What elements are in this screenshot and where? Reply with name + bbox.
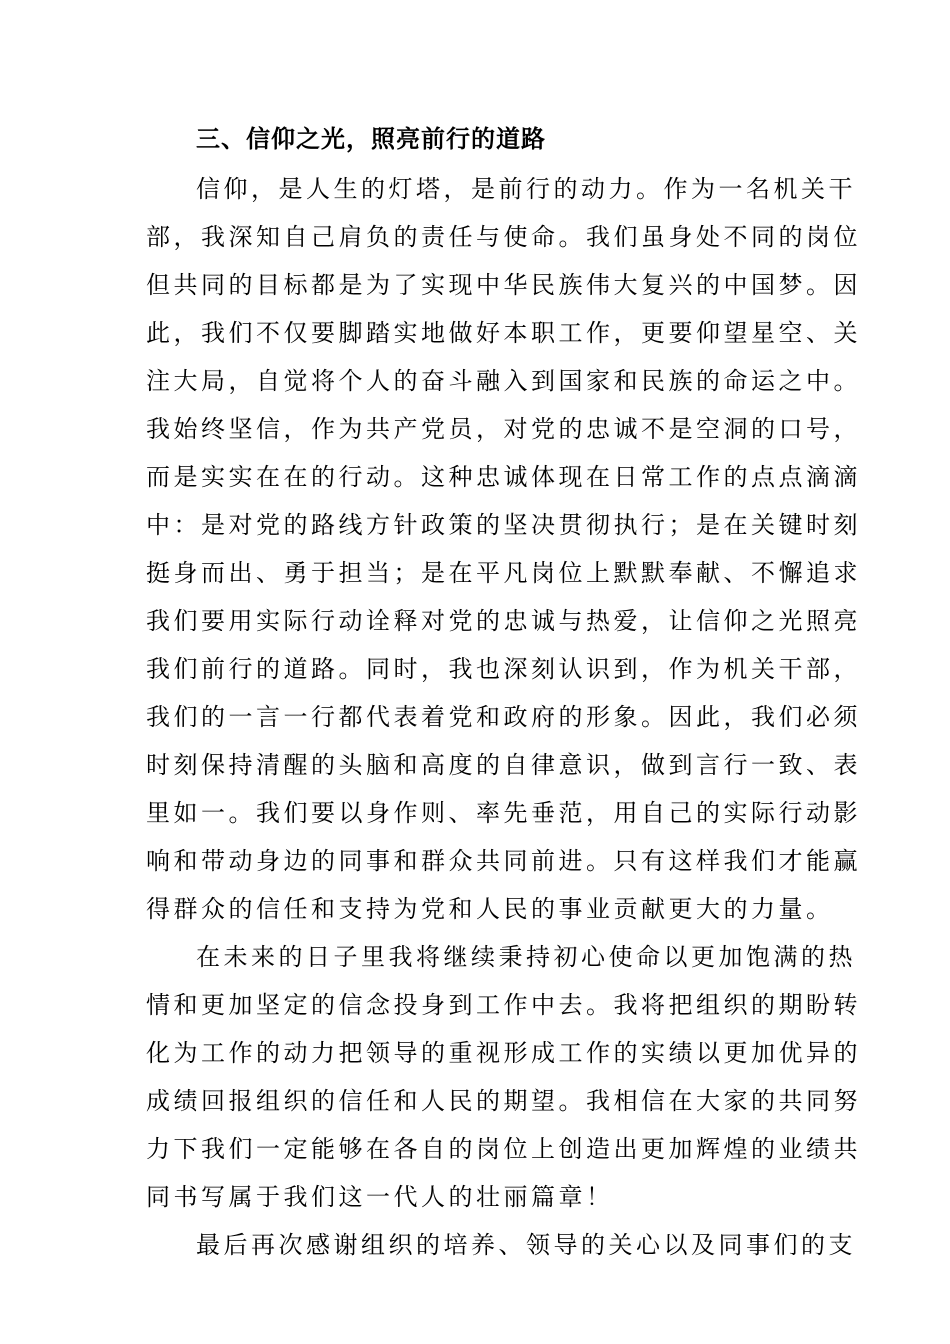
- paragraph-line: 时刻保持清醒的头脑和高度的自律意识，做到言行一致、表: [146, 751, 861, 779]
- paragraph-line: 响和带动身边的同事和群众共同前进。只有这样我们才能赢: [146, 847, 861, 875]
- section-heading: 三、信仰之光，照亮前行的道路: [196, 125, 546, 153]
- paragraph-line: 里如一。我们要以身作则、率先垂范，用自己的实际行动影: [146, 799, 861, 827]
- paragraph-line: 化为工作的动力把领导的重视形成工作的实绩以更加优异的: [146, 1039, 861, 1067]
- paragraph-line: 此，我们不仅要脚踏实地做好本职工作，更要仰望星空、关: [146, 319, 861, 347]
- document-body: [146, 165, 861, 1269]
- paragraph-line: 我们前行的道路。同时，我也深刻认识到，作为机关干部，: [146, 655, 861, 683]
- paragraph-line: 在未来的日子里我将继续秉持初心使命以更加饱满的热: [196, 943, 856, 971]
- paragraph-line: 部，我深知自己肩负的责任与使命。我们虽身处不同的岗位: [146, 223, 861, 251]
- paragraph-line: 注大局，自觉将个人的奋斗融入到国家和民族的命运之中。: [146, 367, 861, 395]
- paragraph-line: 情和更加坚定的信念投身到工作中去。我将把组织的期盼转: [146, 991, 861, 1019]
- paragraph-line: 我们的一言一行都代表着党和政府的形象。因此，我们必须: [146, 703, 861, 731]
- paragraph-line: 中：是对党的路线方针政策的坚决贯彻执行；是在关键时刻: [146, 511, 861, 539]
- paragraph-line: 得群众的信任和支持为党和人民的事业贡献更大的力量。: [146, 895, 834, 923]
- paragraph-line: 我们要用实际行动诠释对党的忠诚与热爱，让信仰之光照亮: [146, 607, 861, 635]
- paragraph-line: 而是实实在在的行动。这种忠诚体现在日常工作的点点滴滴: [146, 463, 861, 491]
- paragraph-line: 同书写属于我们这一代人的壮丽篇章！: [146, 1183, 614, 1211]
- paragraph-line: 但共同的目标都是为了实现中华民族伟大复兴的中国梦。因: [146, 271, 861, 299]
- paragraph-line: 挺身而出、勇于担当；是在平凡岗位上默默奉献、不懈追求: [146, 559, 861, 587]
- paragraph-line: 力下我们一定能够在各自的岗位上创造出更加辉煌的业绩共: [146, 1135, 861, 1163]
- paragraph-line: 我始终坚信，作为共产党员，对党的忠诚不是空洞的口号，: [146, 415, 861, 443]
- paragraph-line: 信仰，是人生的灯塔，是前行的动力。作为一名机关干: [196, 175, 856, 203]
- paragraph-line: 成绩回报组织的信任和人民的期望。我相信在大家的共同努: [146, 1087, 861, 1115]
- paragraph-line: 最后再次感谢组织的培养、领导的关心以及同事们的支: [196, 1231, 856, 1259]
